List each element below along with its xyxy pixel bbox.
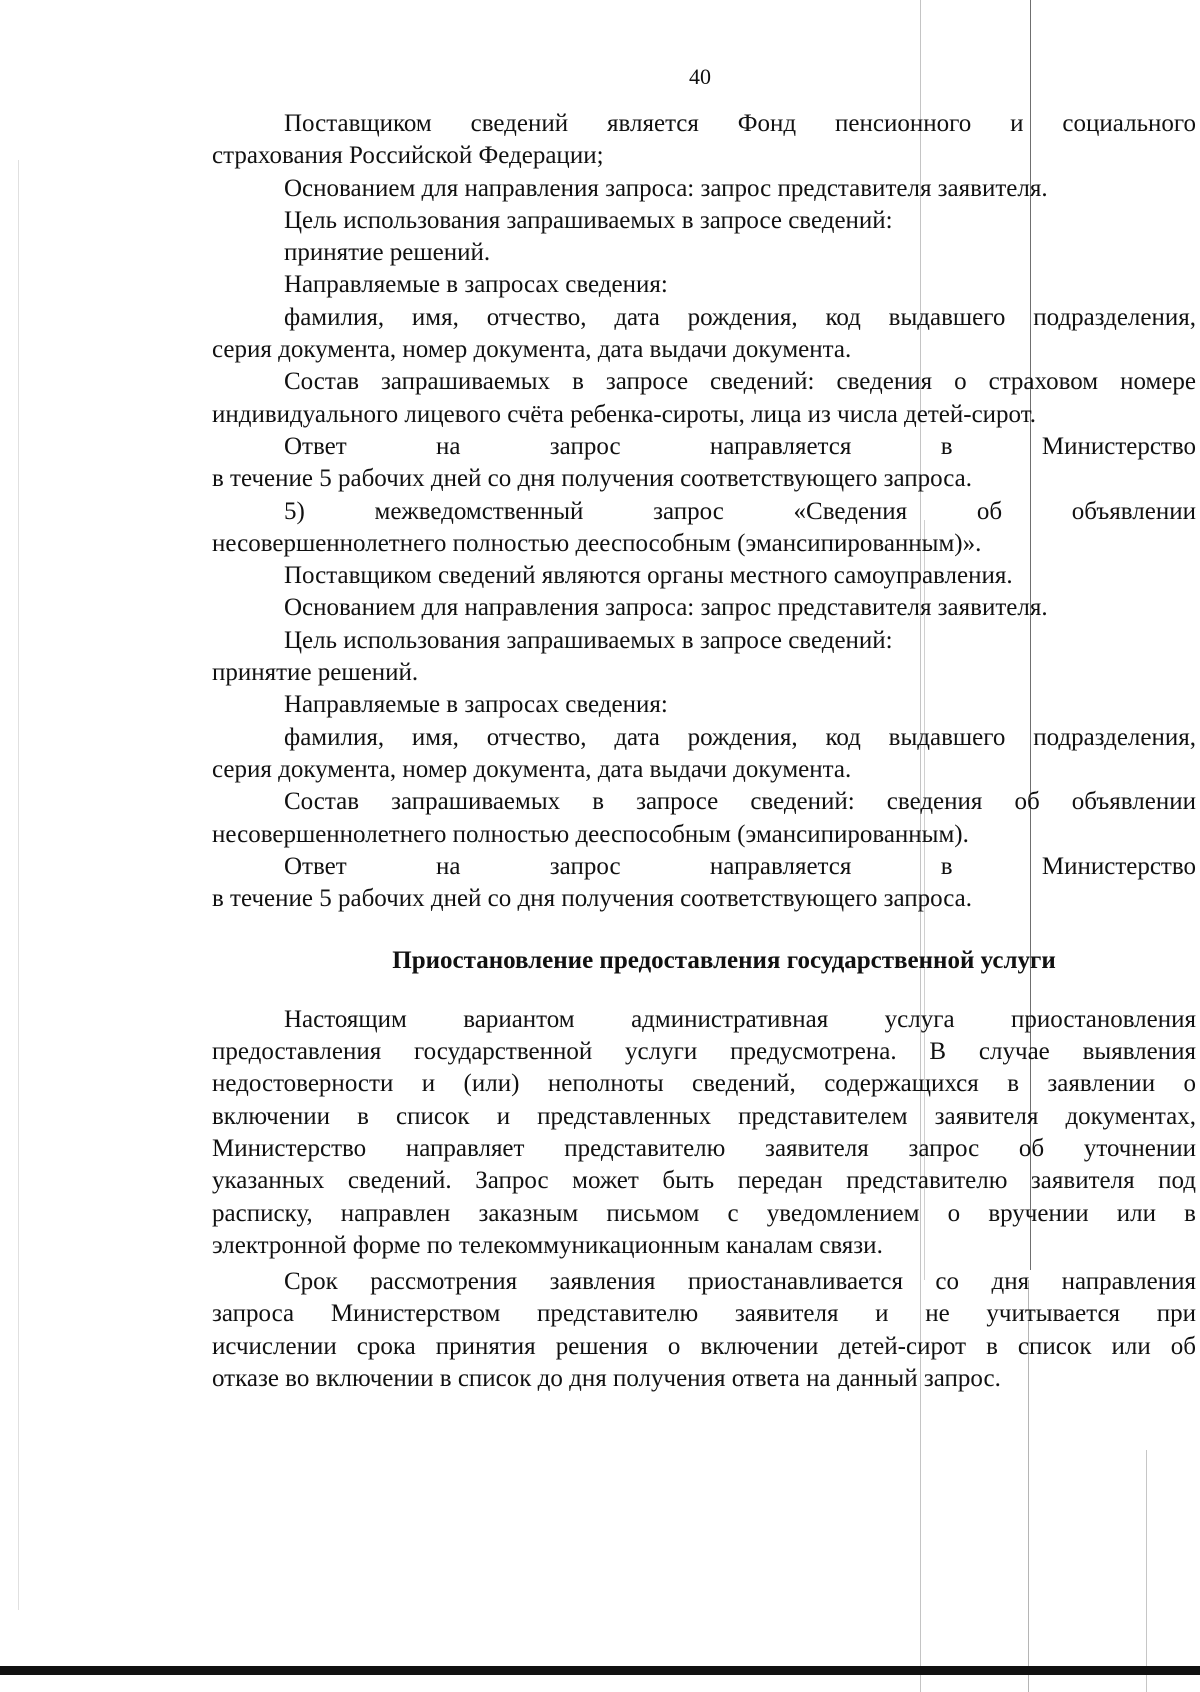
text-line: фамилия, имя, отчество, дата рождения, код выдавшего подразделения, <box>284 723 1196 751</box>
text-line: электронной форме по телекоммуникационным каналам связи. <box>212 1231 883 1259</box>
text-line: Цель использования запрашиваемых в запросе сведений: <box>284 206 893 234</box>
section-heading: Приостановление предоставления государственной услуги <box>392 947 1056 975</box>
text-section-before-heading <box>212 108 1196 915</box>
text-line: Поставщиком сведений являются органы местного самоуправления. <box>284 562 1013 590</box>
text-line: фамилия, имя, отчество, дата рождения, код выдавшего подразделения, <box>284 303 1196 331</box>
text-line: исчислении срока принятия решения о включении детей-сирот в список или об <box>212 1332 1196 1360</box>
text-line: Состав запрашиваемых в запросе сведений: сведения о страховом номере <box>284 368 1196 396</box>
text-line: запроса Министерством представителю заявителя и не учитывается при <box>212 1300 1196 1328</box>
text-line: 5) межведомственный запрос «Сведения об объявлении <box>284 497 1196 525</box>
text-line: серия документа, номер документа, дата выдачи документа. <box>212 755 852 783</box>
scan-artifact-line <box>1146 1450 1147 1692</box>
text-line: несовершеннолетнего полностью дееспособным (эмансипированным)». <box>212 529 982 557</box>
paragraph <box>212 1266 1196 1395</box>
text-line: Направляемые в запросах сведения: <box>284 691 668 719</box>
text-line: принятие решений. <box>284 239 491 267</box>
text-line: принятие решений. <box>212 659 419 687</box>
text-line: Цель использования запрашиваемых в запросе сведений: <box>284 626 893 654</box>
text-line: расписку, направлен заказным письмом с уведомлением о вручении или в <box>212 1199 1196 1227</box>
text-line: Ответ на запрос направляется в Министерство <box>284 852 1196 880</box>
text-line: указанных сведений. Запрос может быть передан представителю заявителя под <box>212 1167 1196 1195</box>
text-line: включении в список и представленных представителем заявителя документах, <box>212 1102 1196 1130</box>
text-line: Поставщиком сведений является Фонд пенсионного и социального <box>284 110 1196 137</box>
text-line: Основанием для направления запроса: запрос представителя заявителя. <box>284 174 1048 202</box>
text-line: в течение 5 рабочих дней со дня получения соответствующего запроса. <box>212 885 973 913</box>
text-section-after-heading <box>212 1004 1196 1396</box>
page-number: 40 <box>689 64 711 89</box>
text-line: серия документа, номер документа, дата выдачи документа. <box>212 336 852 364</box>
text-line: несовершеннолетнего полностью дееспособным (эмансипированным). <box>212 820 969 848</box>
text-line: Ответ на запрос направляется в Министерство <box>284 432 1196 460</box>
text-line: Основанием для направления запроса: запрос представителя заявителя. <box>284 594 1048 622</box>
paragraph <box>212 1004 1196 1262</box>
text-line: предоставления государственной услуги предусмотрена. В случае выявления <box>212 1038 1196 1066</box>
text-line: Министерство направляет представителю заявителя запрос об уточнении <box>212 1134 1196 1162</box>
text-line: страхования Российской Федерации; <box>212 142 604 170</box>
text-line: недостоверности и (или) неполноты сведений, содержащихся в заявлении о <box>212 1070 1196 1098</box>
document-body <box>212 108 1196 1395</box>
text-line: отказе во включении в список до дня получения ответа на данный запрос. <box>212 1364 1001 1392</box>
scan-artifact-line <box>18 160 19 1610</box>
text-line: в течение 5 рабочих дней со дня получения соответствующего запроса. <box>212 465 973 493</box>
text-line: индивидуального лицевого счёта ребенка-сироты, лица из числа детей-сирот. <box>212 400 1037 428</box>
text-line: Направляемые в запросах сведения: <box>284 271 668 299</box>
text-line: Настоящим вариантом административная услуга приостановления <box>284 1005 1196 1033</box>
bottom-border-rule <box>0 1666 1200 1675</box>
text-line: Срок рассмотрения заявления приостанавливается со дня направления <box>284 1268 1196 1296</box>
text-line: Состав запрашиваемых в запросе сведений: сведения об объявлении <box>284 788 1196 816</box>
